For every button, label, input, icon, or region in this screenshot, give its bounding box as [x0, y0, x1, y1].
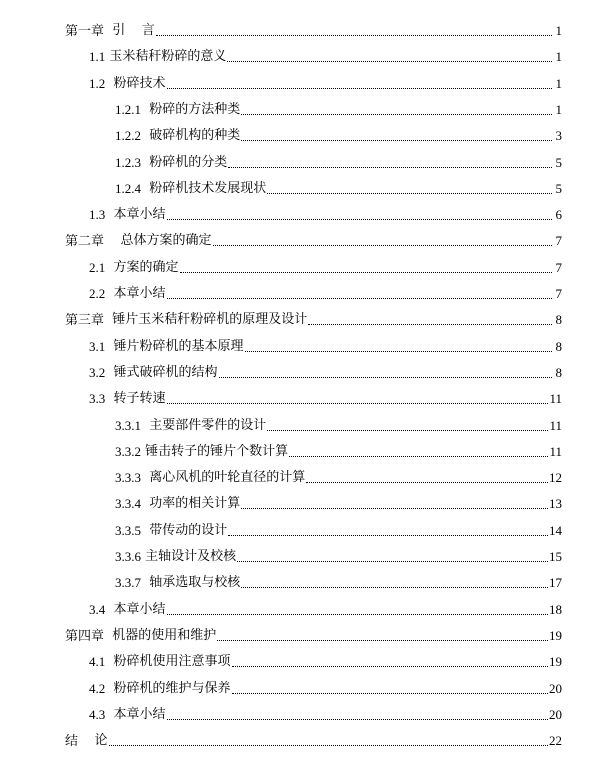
toc-entry-page: 19 — [549, 627, 562, 643]
dot-leader — [180, 272, 552, 273]
toc-entry[interactable] — [89, 361, 562, 381]
toc-entry-title: 玉米秸秆粉碎的意义 — [105, 49, 227, 65]
toc-entry-number: 1.2 — [89, 75, 106, 91]
toc-entry-number: 第四章 — [65, 627, 105, 643]
dot-leader — [227, 61, 552, 62]
toc-entry-number: 第二章 — [65, 233, 105, 249]
toc-entry-page: 11 — [549, 391, 562, 407]
toc-entry-number: 3.3.1 — [115, 417, 141, 433]
dot-leader — [167, 403, 549, 404]
toc-entry-number: 3.3.3 — [115, 470, 141, 486]
toc-entry-number: 1.2.1 — [115, 101, 141, 117]
toc-entry-number: 1.2.3 — [115, 154, 141, 170]
toc-entry-title: 锤式破碎机的结构 — [105, 364, 218, 380]
toc-entry[interactable] — [89, 650, 562, 670]
toc-entry-title: 离心风机的叶轮直径的计算 — [141, 470, 306, 486]
toc-entry-page: 8 — [555, 312, 562, 328]
dot-leader — [167, 719, 548, 720]
toc-entry-title: 轴承选取与校核 — [141, 575, 241, 591]
dot-leader — [241, 587, 548, 588]
dot-leader — [232, 666, 548, 667]
toc-entry-title: 带传动的设计 — [141, 522, 228, 538]
toc-entry-page: 6 — [555, 207, 562, 223]
toc-entry-number: 3.4 — [89, 601, 106, 617]
toc-entry-page: 7 — [555, 233, 562, 249]
toc-entry-title: 锤击转子的锤片个数计算 — [141, 443, 289, 459]
toc-entry-number: 3.2 — [89, 364, 106, 380]
toc-entry-page: 19 — [549, 654, 562, 670]
dot-leader — [245, 351, 552, 352]
toc-entry-page: 20 — [549, 706, 562, 722]
toc-entry[interactable] — [115, 151, 562, 171]
dot-leader — [241, 140, 552, 141]
toc-entry-number: 2.1 — [89, 259, 106, 275]
dot-leader — [306, 482, 548, 483]
dot-leader — [228, 167, 552, 168]
toc-entry[interactable] — [115, 414, 562, 434]
toc-entry-title: 破碎机构的种类 — [141, 128, 241, 144]
toc-entry[interactable] — [115, 466, 562, 486]
toc-entry-number: 3.3 — [89, 391, 106, 407]
toc-entry-page: 8 — [555, 338, 562, 354]
toc-entry[interactable] — [89, 256, 562, 276]
dot-leader — [167, 219, 552, 220]
toc-entry[interactable] — [65, 19, 562, 39]
toc-entry[interactable] — [89, 282, 562, 302]
toc-entry-page: 7 — [555, 259, 562, 275]
dot-leader — [232, 693, 548, 694]
toc-entry[interactable] — [89, 335, 562, 355]
dot-leader — [267, 430, 548, 431]
toc-entry-number: 第一章 — [65, 23, 105, 38]
toc-entry-title: 粉碎机使用注意事项 — [105, 654, 231, 670]
dot-leader — [167, 298, 552, 299]
toc-entry[interactable] — [115, 177, 562, 197]
toc-entry-title: 机器的使用和维护 — [104, 627, 217, 643]
toc-entry-number: 3.3.2 — [115, 443, 141, 459]
toc-entry[interactable] — [115, 124, 562, 144]
toc-entry[interactable] — [115, 519, 562, 539]
toc-entry-title: 功率的相关计算 — [141, 496, 241, 512]
toc-entry-number: 3.1 — [89, 338, 106, 354]
toc-entry[interactable] — [89, 203, 562, 223]
toc-entry-number: 4.2 — [89, 680, 106, 696]
dot-leader — [217, 640, 548, 641]
toc-entry-title: 本章小结 — [105, 286, 166, 301]
toc-entry-title: 粉碎机的维护与保养 — [105, 680, 231, 696]
toc-entry-title: 主轴设计及校核 — [141, 549, 237, 564]
toc-entry-number: 4.3 — [89, 706, 106, 722]
toc-entry-title: 方案的确定 — [105, 259, 179, 275]
toc-entry-page: 11 — [549, 417, 562, 433]
toc-entry[interactable] — [89, 45, 562, 65]
toc-entry-page: 1 — [555, 49, 562, 65]
toc-entry-title: 本章小结 — [105, 706, 166, 722]
toc-entry-title: 粉碎机的分类 — [141, 154, 228, 170]
toc-entry-page: 11 — [549, 443, 562, 459]
toc-entry[interactable] — [115, 571, 562, 591]
toc-entry-title: 粉碎的方法种类 — [141, 101, 241, 117]
toc-entry-number: 4.1 — [89, 654, 106, 670]
dot-leader — [167, 88, 552, 89]
dot-leader — [213, 245, 552, 246]
toc-entry-number: 3.3.4 — [115, 496, 141, 512]
toc-entry-number: 1.2.2 — [115, 128, 141, 144]
toc-entry-number: 结 — [65, 733, 79, 749]
toc-entry-title: 本章小结 — [105, 601, 166, 617]
toc-entry-page: 5 — [555, 154, 562, 170]
toc-entry-title: 引 言 — [104, 23, 155, 38]
dot-leader — [289, 456, 548, 457]
toc-entry[interactable] — [89, 598, 562, 618]
toc-entry-page: 14 — [549, 522, 562, 538]
toc-entry-page: 15 — [549, 549, 562, 564]
dot-leader — [109, 745, 548, 746]
toc-entry-page: 13 — [549, 496, 562, 512]
dot-leader — [156, 35, 552, 36]
toc-entry-number: 3.3.6 — [115, 549, 141, 564]
toc-entry-page: 1 — [555, 101, 562, 117]
dot-leader — [308, 324, 552, 325]
toc-entry-number: 3.3.5 — [115, 522, 141, 538]
toc-entry-page: 1 — [555, 23, 562, 38]
toc-entry-number: 1.2.4 — [115, 180, 141, 196]
dot-leader — [167, 614, 548, 615]
dot-leader — [241, 114, 552, 115]
toc-entry-title: 总体方案的确定 — [104, 233, 212, 249]
dot-leader — [228, 535, 548, 536]
toc-entry-number: 1.1 — [89, 49, 106, 65]
toc-entry-page: 3 — [555, 128, 562, 144]
toc-entry-title: 锤片粉碎机的基本原理 — [105, 338, 244, 354]
dot-leader — [237, 561, 548, 562]
toc-entry[interactable] — [65, 229, 562, 249]
toc-entry[interactable] — [89, 677, 562, 697]
toc-entry[interactable] — [89, 387, 562, 407]
toc-entry[interactable] — [65, 308, 562, 328]
toc-entry-number: 第三章 — [65, 312, 105, 328]
toc-entry-number: 2.2 — [89, 286, 106, 301]
toc-entry-page: 8 — [555, 364, 562, 380]
toc-entry-number: 3.3.7 — [115, 575, 141, 591]
toc-entry-page: 7 — [555, 286, 562, 301]
toc-entry-title: 论 — [78, 733, 108, 749]
toc-entry[interactable] — [115, 440, 562, 460]
toc-entry[interactable] — [115, 545, 562, 565]
toc-entry[interactable] — [65, 624, 562, 644]
toc-entry-page: 12 — [549, 470, 562, 486]
toc-entry-page: 20 — [549, 680, 562, 696]
toc-entry[interactable] — [115, 98, 562, 118]
toc-entry[interactable] — [115, 492, 562, 512]
toc-entry[interactable] — [65, 729, 562, 749]
dot-leader — [241, 508, 548, 509]
dot-leader — [219, 377, 552, 378]
toc-entry-page: 5 — [555, 180, 562, 196]
toc-entry-title: 粉碎技术 — [105, 75, 166, 91]
toc-entry-title: 本章小结 — [105, 207, 166, 223]
toc-entry-number: 1.3 — [89, 207, 106, 223]
dot-leader — [267, 193, 552, 194]
toc-entry[interactable] — [89, 703, 562, 723]
toc-entry-page: 1 — [555, 75, 562, 91]
toc-entry-title: 转子转速 — [105, 391, 166, 407]
toc-entry-title: 粉碎机技术发展现状 — [141, 180, 267, 196]
toc-entry[interactable] — [89, 72, 562, 92]
toc-entry-page: 17 — [549, 575, 562, 591]
toc-entry-page: 18 — [549, 601, 562, 617]
toc-entry-title: 锤片玉米秸秆粉碎机的原理及设计 — [104, 312, 308, 328]
toc-entry-title: 主要部件零件的设计 — [141, 417, 267, 433]
toc-entry-page: 22 — [549, 733, 562, 749]
